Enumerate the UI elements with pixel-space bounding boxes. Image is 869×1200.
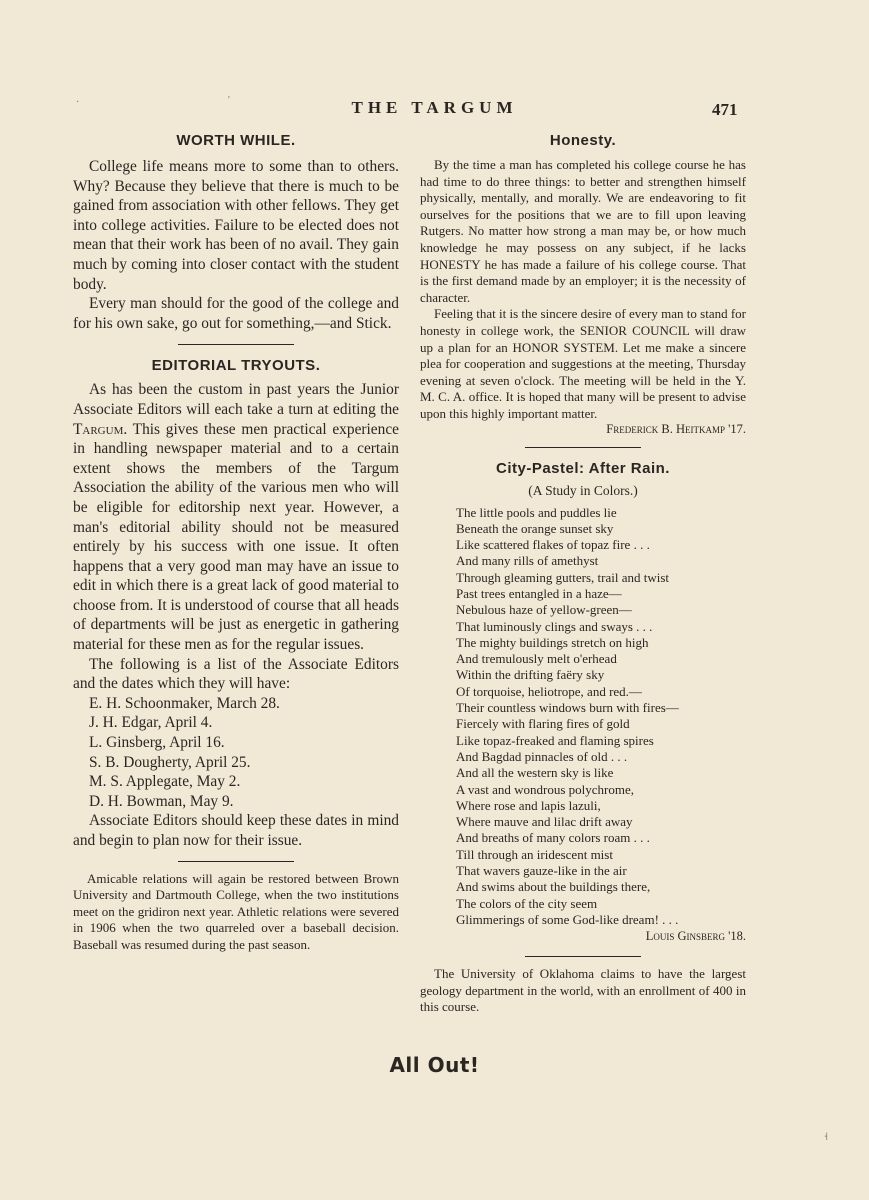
author-signature: Frederick B. Heitkamp '17. [606,421,746,436]
poem-line: Till through an iridescent mist [456,846,613,862]
article-editorial-tryouts [73,357,399,850]
poem-line: And tremulously melt o'erhead [456,651,617,667]
article-paragraph: The following is a list of the Associate Editors and the dates which they will have: [73,655,399,693]
stray-mark: ˧ [824,1132,828,1143]
schedule-item: E. H. Schoonmaker, March 28. [89,694,280,712]
poem-line: The mighty buildings stretch on high [456,634,649,650]
article-worth-while [73,132,399,333]
running-head: THE TARGUM [351,98,518,117]
article-paragraph: Feeling that it is the sincere desire of every man to stand for honesty in college work, the SENIOR COUNCIL will draw up a plan for an HONOR SYSTEM. Let me make a sincere plea for cooperation and suggestions at the meeting, Thursday evening at seven o'clock. The meeting will be held in the Y. M. C. A. office. It is hoped that many will be present to advise upon this highly important matter. [420,306,746,421]
poem-line: And swims about the buildings there, [456,879,651,895]
news-paragraph: The University of Oklahoma claims to have the largest geology department in the world, with an enrollment of 400 in this course. [420,966,746,1015]
section-divider [525,956,641,957]
poem-line: And Bagdad pinnacles of old . . . [456,748,628,764]
poem-line: Of torquoise, heliotrope, and red.— [456,683,642,699]
poem-line: Their countless windows burn with fires— [456,700,679,716]
article-honesty [420,132,746,437]
article-heading: WORTH WHILE. [176,132,296,149]
news-paragraph: Amicable relations will again be restored between Brown University and Dartmouth College, when the two institutions meet on the gridiron next year. Athletic relations were severed in 1906 when the two quarreled over a baseball decision. Baseball was resumed during the past season. [73,870,399,952]
poem-line: The colors of the city seem [456,895,598,911]
section-divider [178,861,294,862]
article-paragraph: College life means more to some than to others. Why? Because they believe that there is much to be gained from association with other fellows. They get into college activities. Failure to be elected does not mean that their work has been of no avail. They gain much by coming into closer contact with the student body. [73,158,399,293]
poem-title: City-Pastel: After Rain. [496,459,670,477]
poem-line: Like topaz-freaked and flaming spires [456,732,654,748]
article-paragraph: By the time a man has completed his college course he has had time to do three things: to better and strengthen himself physically, mentally, and morally. We are endeavoring to fit ourselves for the positions that we are to fill upon leaving Rutgers. No matter how strong a man may be, or how much knowledge he may possess on any subject, if he lacks HONESTY he has made a failure of his college course. That is the first demand made by an employer; it is the necessity of character. [420,157,746,305]
section-divider [178,344,294,345]
poem-line: Fiercely with flaring fires of gold [456,716,630,732]
stray-mark: · [76,97,80,108]
poem-line: Past trees entangled in a haze— [456,585,622,601]
poem-city-pastel [420,460,746,945]
article-heading: Honesty. [549,132,617,149]
poem-line: Where rose and lapis lazuli, [456,797,601,813]
poem-line: Beneath the orange sunset sky [456,520,614,536]
poem-line: That wavers gauze-like in the air [456,863,627,879]
poem-line: And all the western sky is like [456,765,614,781]
schedule-item: D. H. Bowman, May 9. [89,792,234,810]
poem-line: Glimmerings of some God-like dream! . . . [456,911,679,927]
news-brown-dartmouth [73,871,399,954]
schedule-item: L. Ginsberg, April 16. [89,734,225,752]
poem-subtitle: (A Study in Colors.) [528,482,638,498]
section-divider [525,447,641,448]
poem-line: That luminously clings and sways . . . [456,618,653,634]
news-oklahoma [420,966,746,1016]
poem-line: Where mauve and lilac drift away [456,814,633,830]
poem-line: Like scattered flakes of topaz fire . . . [456,537,650,553]
poem-line: And many rills of amethyst [456,553,599,569]
poem-line: Through gleaming gutters, trail and twist [456,569,670,585]
poem-line: A vast and wondrous polychrome, [456,781,635,797]
poem-line: Nebulous haze of yellow-green— [456,602,632,618]
poem-body [420,505,746,929]
schedule-item: S. B. Dougherty, April 25. [89,753,251,771]
schedule-item: M. S. Applegate, May 2. [89,773,241,791]
poem-line: Within the drifting faëry sky [456,667,605,683]
right-column [420,132,746,1016]
article-paragraph: Every man should for the good of the college and for his own sake, go out for something,—and Stick. [73,295,399,332]
stray-mark: ' [228,95,230,106]
article-heading: EDITORIAL TRYOUTS. [151,357,321,375]
footer-slogan: All Out! [389,1053,480,1077]
article-paragraph: As has been the custom in past years the Junior Associate Editors will each take a turn at editing the Targum. This gives these men practical experience in handling newspaper material and to a certain extent shows the members of the Targum Association the ability of the various men who will be eligible for editorship next year. However, a man's editorial ability should not be measured entirely by his success with one issue. It often happens that a very good man may have an issue to edit in which there is a great lack of good material to choose from. It is understood of course that all heads of departments will be just as energetic in gathering material for these men as for the regular issues. [73,381,399,654]
poem-line: And breaths of many colors roam . . . [456,830,650,846]
poem-line: The little pools and puddles lie [456,504,617,520]
poem-signature: Louis Ginsberg '18. [645,929,746,944]
targum-smallcaps: Targum [73,420,124,438]
article-paragraph: Associate Editors should keep these dates in mind and begin to plan now for their issue. [73,812,399,849]
left-column [73,132,399,954]
schedule-item: J. H. Edgar, April 4. [89,714,213,732]
page-number: 471 [712,100,738,119]
